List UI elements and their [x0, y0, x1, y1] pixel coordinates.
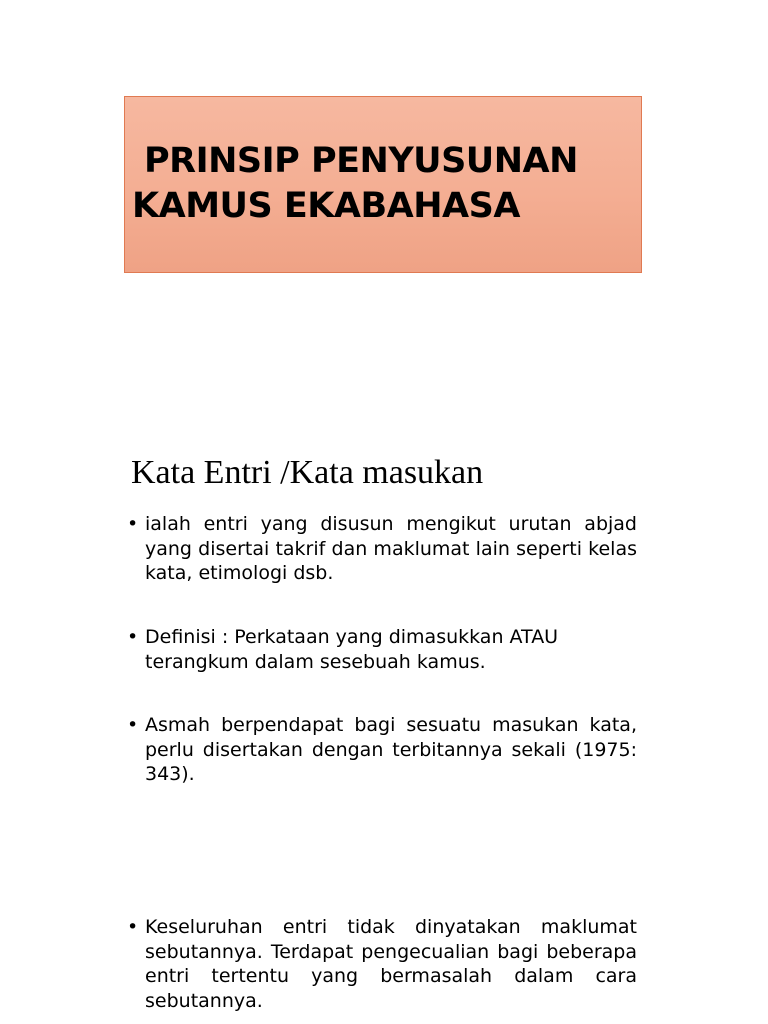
bullet-item: [127, 713, 637, 787]
bullet-dot-icon: •: [127, 626, 139, 648]
bullet-item: [127, 512, 637, 586]
bullet-text: Keseluruhan entri tidak dinyatakan maklumat sebutannya. Terdapat pengecualian bagi beberapa entri tertentu yang bermasalah dalam cara sebutannya.: [145, 916, 637, 1012]
bullet-text: Definisi : Perkataan yang dimasukkan ATAU terangkum dalam sesebuah kamus.: [145, 626, 559, 673]
bullet-item: [127, 625, 637, 674]
title-box: [124, 96, 642, 273]
section-heading: Kata Entri /Kata masukan: [131, 454, 484, 491]
bullet-dot-icon: •: [127, 714, 139, 736]
bullet-dot-icon: •: [127, 916, 139, 938]
title-line-1: PRINSIP PENYUSUNAN: [144, 141, 578, 181]
bullet-text: Asmah berpendapat bagi sesuatu masukan kata, perlu disertakan dengan terbitannya sekali (1975: 343).: [145, 714, 637, 785]
bullet-item: [127, 915, 637, 1013]
title-line-2: KAMUS EKABAHASA: [132, 186, 520, 226]
bullet-dot-icon: •: [127, 513, 139, 535]
bullet-text: ialah entri yang disusun mengikut urutan abjad yang disertai takrif dan maklumat lain seperti kelas kata, etimologi dsb.: [145, 513, 637, 584]
